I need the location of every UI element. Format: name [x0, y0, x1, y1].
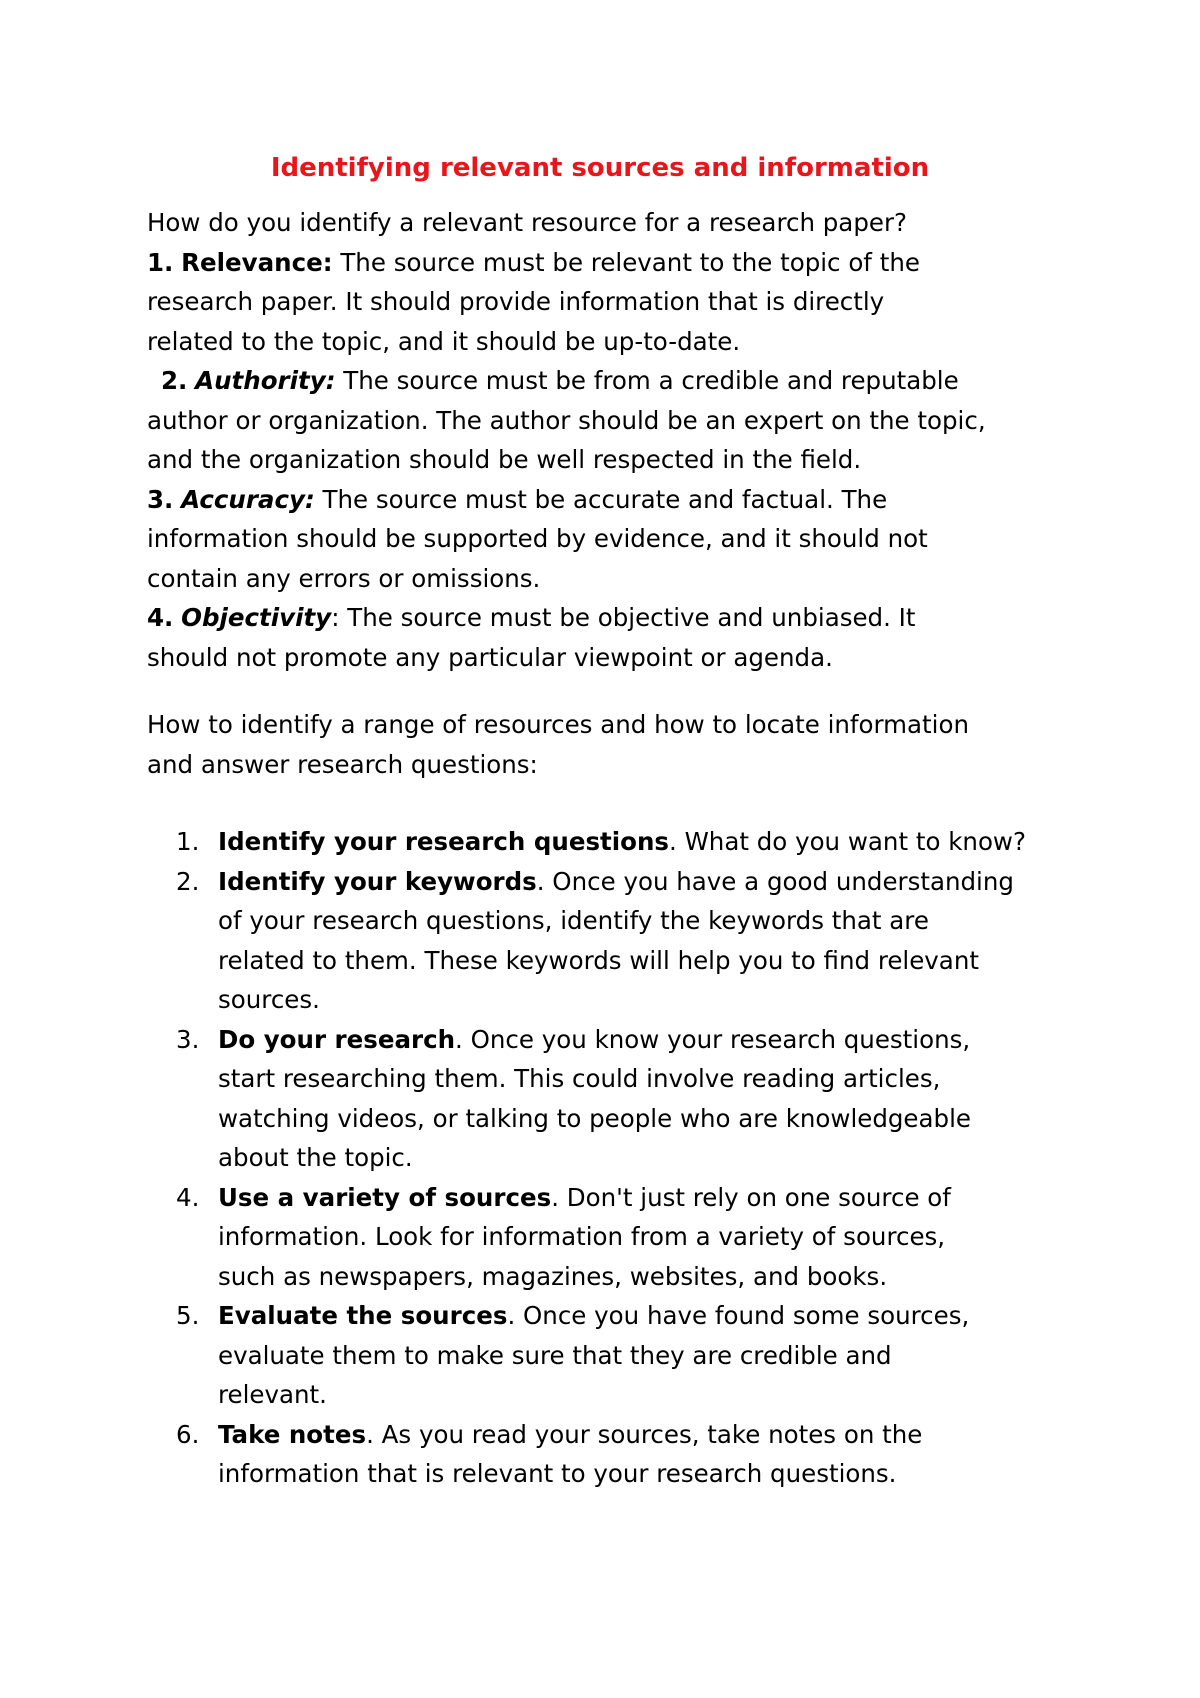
list-item [176, 862, 1096, 1020]
step-heading: Use a variety of sources [218, 1182, 552, 1212]
criterion-text: The source must be accurate and factual. The [314, 484, 888, 514]
criterion-number: 1. [147, 247, 174, 277]
criterion-number: 2. [161, 366, 188, 395]
step-text-line: about the topic. [218, 1143, 413, 1172]
step-number: 6. [176, 1419, 200, 1449]
step-heading: Evaluate the sources [218, 1301, 508, 1330]
intro-question: How do you identify a relevant resource for a research paper? [147, 208, 908, 237]
step-heading: Identify your research questions [218, 827, 669, 856]
criterion-text-line: author or organization. The author should be an expert on the topic, [147, 405, 986, 435]
step-text: . Don't just rely on one source of [551, 1182, 951, 1212]
list-item [176, 822, 1096, 862]
range-intro [147, 705, 1077, 784]
step-number: 4. [176, 1182, 200, 1212]
criterion-term: Relevance: [181, 247, 333, 277]
criterion-text-line: contain any errors or omissions. [147, 563, 541, 593]
step-text: . As you read your sources, take notes on the [366, 1419, 923, 1449]
range-intro-line: How to identify a range of resources and how to locate information [147, 710, 969, 739]
criterion-text-line: research paper. It should provide information that is directly [147, 287, 885, 316]
criterion-term: Accuracy: [181, 484, 315, 514]
step-text: . Once you know your research questions, [455, 1024, 971, 1054]
step-text-line: of your research questions, identify the keywords that are [218, 906, 929, 935]
criterion-text-line: and the organization should be well respected in the field. [147, 445, 862, 474]
list-item [176, 1178, 1096, 1297]
criterion-text: The source must be relevant to the topic of the [332, 247, 920, 277]
step-text: . Once you have a good understanding [536, 866, 1014, 896]
criterion-text-line: related to the topic, and it should be up-to-date. [147, 326, 741, 356]
list-item [176, 1296, 1096, 1415]
criterion-relevance [147, 243, 1077, 283]
step-text: . Once you have found some sources, [507, 1301, 970, 1330]
step-text-line: evaluate them to make sure that they are credible and [218, 1340, 892, 1370]
criterion-term: Objectivity [181, 603, 332, 632]
step-text-line: sources. [218, 985, 320, 1014]
criterion-text: The source must be from a credible and reputable [335, 366, 959, 395]
research-steps-list [176, 822, 1096, 1494]
step-heading: Take notes [218, 1419, 367, 1449]
step-number: 3. [176, 1024, 200, 1054]
criterion-objectivity [147, 598, 1077, 638]
step-number: 5. [176, 1301, 200, 1330]
step-text-line: watching videos, or talking to people who are knowledgeable [218, 1103, 971, 1133]
criterion-number: 4. [147, 603, 174, 632]
criterion-text: : The source must be objective and unbiased. It [331, 603, 916, 632]
step-text-line: information that is relevant to your research questions. [218, 1459, 897, 1488]
criterion-term: Authority: [195, 366, 336, 395]
criterion-authority [147, 361, 1077, 401]
step-number: 2. [176, 866, 200, 896]
criterion-accuracy [147, 480, 1077, 520]
step-text-line: start researching them. This could involve reading articles, [218, 1064, 941, 1093]
list-item [176, 1020, 1096, 1178]
step-text-line: related to them. These keywords will help you to find relevant [218, 945, 979, 975]
criterion-text-line: should not promote any particular viewpoint or agenda. [147, 642, 833, 672]
step-number: 1. [176, 827, 200, 856]
step-heading: Do your research [218, 1024, 456, 1054]
criterion-number: 3. [147, 484, 174, 514]
step-text-line: information. Look for information from a variety of sources, [218, 1222, 946, 1251]
criteria-section [147, 203, 1077, 677]
criterion-text-line: information should be supported by evidence, and it should not [147, 524, 928, 553]
step-text-line: such as newspapers, magazines, websites, and books. [218, 1261, 888, 1291]
list-item [176, 1415, 1096, 1494]
step-text: . What do you want to know? [669, 827, 1026, 856]
step-text-line: relevant. [218, 1380, 327, 1409]
step-heading: Identify your keywords [218, 866, 537, 896]
document-title: Identifying relevant sources and information [270, 153, 930, 183]
range-intro-line: and answer research questions: [147, 749, 538, 779]
